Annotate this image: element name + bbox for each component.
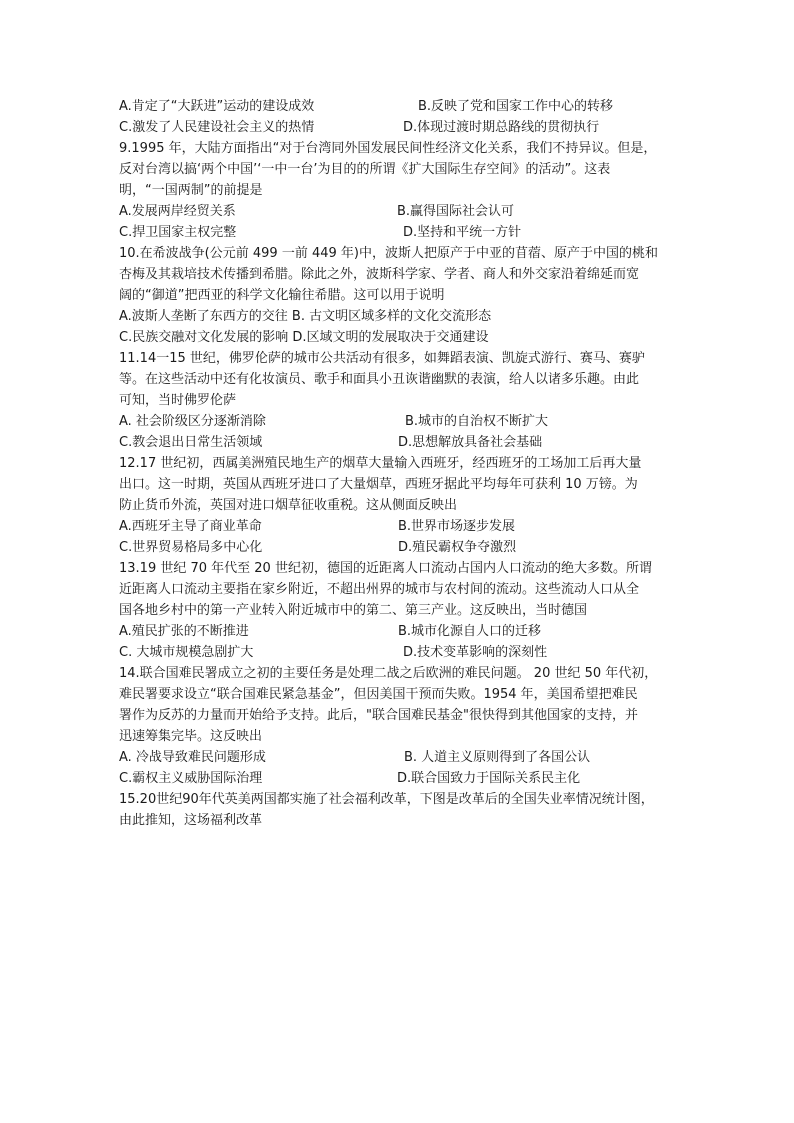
q9-option-d[interactable]: D.坚持和平统一方针 <box>403 225 522 240</box>
q8-options-row-1 <box>119 96 681 117</box>
q11-options-row-2 <box>119 432 681 453</box>
q13-option-c[interactable]: C. 大城市规模急剧扩大 <box>119 645 254 660</box>
q10-stem-line-2: 杏梅及其栽培技术传播到希腊。除此之外，波斯科学家、学者、商人和外交家沿着绵延而宽 <box>119 267 640 282</box>
q10-stem-line-3: 阔的“御道”把西亚的科学文化输往希腊。这可以用于说明 <box>119 288 445 303</box>
q11-option-b[interactable]: B.城市的自治权不断扩大 <box>405 414 549 429</box>
q11-options-row-1 <box>119 411 681 432</box>
q13-options-row-1 <box>119 621 681 642</box>
q9-stem-line-3: 明，“一国两制”的前提是 <box>119 183 263 198</box>
q15-stem-line-2: 由此推知，这场福利改革 <box>119 813 263 828</box>
q12-options-row-2 <box>119 537 681 558</box>
q11-option-d[interactable]: D.思想解放具备社会基础 <box>398 435 543 450</box>
q13-option-b[interactable]: B.城市化源自人口的迁移 <box>398 624 542 639</box>
q12-stem-line-1: 12.17 世纪初，西属美洲殖民地生产的烟草大量输入西班牙，经西班牙的工场加工后再大量 <box>119 456 642 471</box>
q11-stem-line-3: 可知，当时佛罗伦萨 <box>119 393 237 408</box>
q12-option-a[interactable]: A.西班牙主导了商业革命 <box>119 519 262 534</box>
q14-options-row-2 <box>119 768 681 789</box>
q8-options-row-2 <box>119 117 681 138</box>
q14-option-d[interactable]: D.联合国致力于国际关系民主化 <box>397 771 581 786</box>
q10-options-line-1[interactable]: A.波斯人垄断了东西方的交往 B. 古文明区域多样的文化交流形态 <box>119 309 492 324</box>
q8-option-b[interactable]: B.反映了党和国家工作中心的转移 <box>418 99 614 114</box>
q14-stem-line-1: 14.联合国难民署成立之初的主要任务是处理二战之后欧洲的难民问题。 20 世纪 50 年代初， <box>119 666 658 681</box>
q12-option-d[interactable]: D.殖民霸权争夺激烈 <box>398 540 517 555</box>
q11-option-a[interactable]: A. 社会阶级区分逐渐消除 <box>119 414 266 429</box>
q12-stem-line-2: 出口。这一时期，英国从西班牙进口了大量烟草，西班牙据此平均每年可获利 10 万镑。为 <box>119 477 638 492</box>
q13-options-row-2 <box>119 642 681 663</box>
q9-option-a[interactable]: A.发展两岸经贸关系 <box>119 204 236 219</box>
q9-options-row-2 <box>119 222 681 243</box>
q14-options-row-1 <box>119 747 681 768</box>
q13-option-a[interactable]: A.殖民扩张的不断推进 <box>119 624 249 639</box>
q11-stem-line-2: 等。在这些活动中还有化妆演员、歌手和面具小丑诙谐幽默的表演，给人以诸多乐趣。由此 <box>119 372 640 387</box>
q9-option-c[interactable]: C.捍卫国家主权完整 <box>119 225 237 240</box>
q9-options-row-1 <box>119 201 681 222</box>
q9-option-b[interactable]: B.赢得国际社会认可 <box>397 204 515 219</box>
q12-option-b[interactable]: B.世界市场逐步发展 <box>398 519 516 534</box>
q14-stem-line-2: 难民署要求设立“联合国难民紧急基金”，但因美国干预而失败。1954 年，美国希望把难民 <box>119 687 638 702</box>
q13-option-d[interactable]: D.技术变革影响的深刻性 <box>403 645 548 660</box>
q13-stem-line-2: 近距离人口流动主要指在家乡附近，不超出州界的城市与农村间的流动。这些流动人口从全 <box>119 582 640 597</box>
q13-stem-line-3: 国各地乡村中的第一产业转入附近城市中的第二、第三产业。这反映出，当时德国 <box>119 603 588 618</box>
q14-stem-line-3: 署作为反苏的力量而开始给予支持。此后，"联合国难民基金"很快得到其他国家的支持，并 <box>119 708 638 723</box>
q8-option-a[interactable]: A.肯定了“大跃进”运动的建设成效 <box>119 99 315 114</box>
q15-stem-line-1: 15.20世纪90年代英美两国都实施了社会福利改革，下图是改革后的全国失业率情况统计图， <box>119 792 654 807</box>
q14-option-c[interactable]: C.霸权主义威胁国际治理 <box>119 771 263 786</box>
q11-option-c[interactable]: C.教会退出日常生活领域 <box>119 435 263 450</box>
q10-options-line-2[interactable]: C.民族交融对文化发展的影响 D.区域文明的发展取决于交通建设 <box>119 330 489 345</box>
q14-stem-line-4: 迅速筹集完毕。这反映出 <box>119 729 263 744</box>
q12-options-row-1 <box>119 516 681 537</box>
q14-option-a[interactable]: A. 冷战导致难民问题形成 <box>119 750 266 765</box>
q12-stem-line-3: 防止货币外流，英国对进口烟草征收重税。这从侧面反映出 <box>119 498 458 513</box>
q14-option-b[interactable]: B. 人道主义原则得到了各国公认 <box>404 750 591 765</box>
q8-option-d[interactable]: D.体现过渡时期总路线的贯彻执行 <box>403 120 600 135</box>
q12-option-c[interactable]: C.世界贸易格局多中心化 <box>119 540 263 555</box>
q10-stem-line-1: 10.在希波战争(公元前 499 一前 449 年)中，波斯人把原产于中亚的苜蓿、原产于中国的桃和 <box>119 246 658 261</box>
q8-option-c[interactable]: C.激发了人民建设社会主义的热情 <box>119 120 315 135</box>
q9-stem-line-2: 反对台湾以搞‘两个中国’‘一中一台’为目的的所谓《扩大国际生存空间》的活动”。这表 <box>119 162 611 177</box>
q11-stem-line-1: 11.14一15 世纪，佛罗伦萨的城市公共活动有很多，如舞蹈表演、凯旋式游行、赛马、赛驴 <box>119 351 645 366</box>
q13-stem-line-1: 13.19 世纪 70 年代至 20 世纪初，德国的近距离人口流动占国内人口流动的绝大多数。所谓 <box>119 561 652 576</box>
q9-stem-line-1: 9.1995 年，大陆方面指出“对于台湾同外国发展民间性经济文化关系，我们不持异议。但是， <box>119 141 657 156</box>
exam-content <box>119 96 681 831</box>
